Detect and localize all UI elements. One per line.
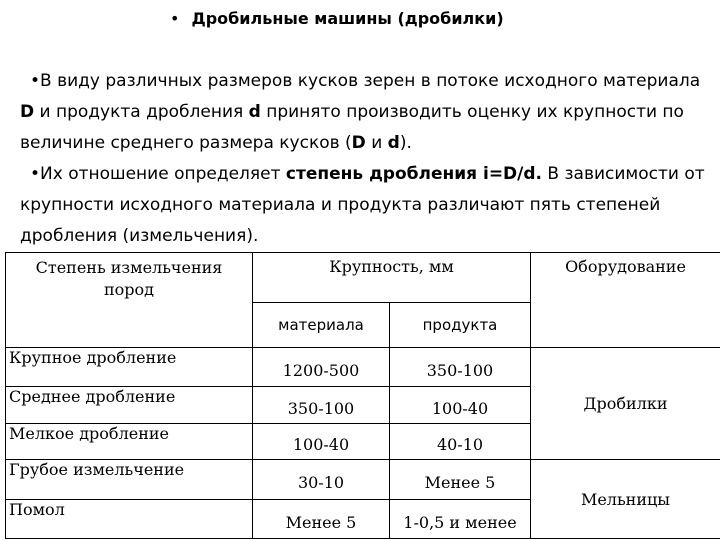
title-text: Дробильные машины (дробилки): [191, 9, 504, 28]
title-bullet: •: [170, 9, 180, 28]
para1-text-2: и продукта дробления: [34, 102, 249, 122]
bullet: •: [30, 164, 41, 184]
bullet: •: [30, 71, 41, 91]
row-material: 30-10: [253, 460, 390, 500]
para1-bold-d: d: [248, 102, 261, 122]
row-name: Грубое измельчение: [6, 460, 253, 500]
header-degree: Степень измельчения пород: [6, 253, 253, 348]
table-row: [6, 460, 720, 500]
header-equipment: Оборудование: [531, 253, 720, 348]
para1-text-4: и: [365, 133, 388, 153]
header-material: материала: [253, 303, 390, 348]
row-material: 1200-500: [253, 348, 390, 387]
row-name: Крупное дробление: [6, 348, 253, 387]
para2-text-2: В зависимости от крупности исходного материала и продукта различают пять степеней дробления (измельчения).: [20, 164, 705, 246]
row-product: 350-100: [390, 348, 531, 387]
crushing-degree-table: [5, 252, 720, 539]
row-product: Менее 5: [390, 460, 531, 500]
row-product: 40-10: [390, 424, 531, 460]
para2-bold-ratio: степень дробления i=D/d.: [285, 164, 543, 184]
row-material: 350-100: [253, 387, 390, 424]
para1-text-1: В виду различных размеров кусков зерен в потоке исходного материала: [40, 71, 701, 91]
equipment-crushers: Дробилки: [531, 348, 720, 460]
row-material: Менее 5: [253, 500, 390, 539]
equipment-mills: Мельницы: [531, 460, 720, 539]
para1-bold-d2: d: [387, 133, 400, 153]
paragraph-ratio: [20, 159, 710, 252]
row-material: 100-40: [253, 424, 390, 460]
para1-bold-D2: D: [351, 133, 366, 153]
para1-text-5: ).: [399, 133, 412, 153]
slide-title: [170, 9, 504, 28]
header-size: Крупность, мм: [253, 253, 531, 303]
row-name: Помол: [6, 500, 253, 539]
para1-bold-D: D: [20, 102, 35, 122]
para2-text-1: Их отношение определяет: [40, 164, 286, 184]
table-row: [6, 348, 720, 387]
header-product: продукта: [390, 303, 531, 348]
row-product: 100-40: [390, 387, 531, 424]
para1-text-3: принято производить оценку их крупности по величине среднего размера кусков (: [20, 102, 684, 153]
row-name: Среднее дробление: [6, 387, 253, 424]
row-name: Мелкое дробление: [6, 424, 253, 460]
paragraph-sizes: [20, 66, 710, 159]
row-product: 1-0,5 и менее: [390, 500, 531, 539]
